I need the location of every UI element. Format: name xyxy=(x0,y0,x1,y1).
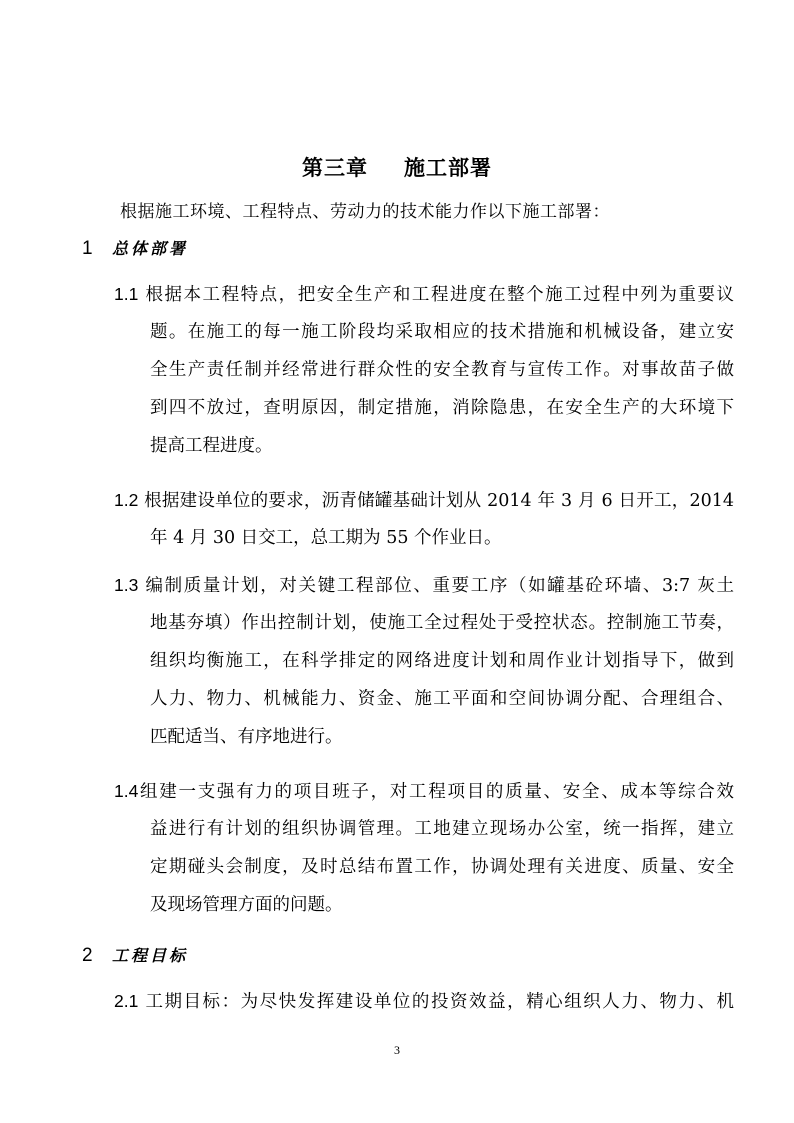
paragraph-line: 1.4组建一支强有力的项目班子，对工程项目的质量、安全、成本等综合效 xyxy=(114,781,734,802)
paragraph-label: 1.2 xyxy=(114,490,139,510)
paragraph-line: 全生产责任制并经常进行群众性的安全教育与宣传工作。对事故苗子做 xyxy=(150,360,734,380)
section-title: 总体部署 xyxy=(112,239,189,258)
chapter-name: 施工部署 xyxy=(404,155,492,180)
paragraph-line: 组织均衡施工，在科学排定的网络进度计划和周作业计划指导下，做到 xyxy=(150,651,734,671)
paragraph-line: 匹配适当、有序地进行。 xyxy=(150,727,343,747)
intro-paragraph: 根据施工环境、工程特点、劳动力的技术能力作以下施工部署： xyxy=(120,202,610,222)
paragraph-1-1 xyxy=(114,275,734,465)
paragraph-1-4 xyxy=(114,772,734,924)
paragraph-line: 人力、物力、机械能力、资金、施工平面和空间协调分配、合理组合、 xyxy=(150,689,734,709)
paragraph-line: 到四不放过，查明原因，制定措施，消除隐患，在安全生产的大环境下 xyxy=(150,398,734,418)
paragraph-line: 1.3 编制质量计划，对关键工程部位、重要工序（如罐基砼环墙、3:7 灰土 xyxy=(114,575,734,596)
paragraph-2-1 xyxy=(114,982,734,1020)
paragraph-line: 年 4 月 30 日交工，总工期为 55 个作业日。 xyxy=(150,528,502,548)
section-heading-1 xyxy=(82,236,188,260)
paragraph-1-2 xyxy=(114,481,734,557)
paragraph-line: 题。在施工的每一施工阶段均采取相应的技术措施和机械设备，建立安 xyxy=(150,322,734,342)
paragraph-line: 2.1 工期目标：为尽快发挥建设单位的投资效益，精心组织人力、物力、机 xyxy=(114,991,734,1012)
page-number: 3 xyxy=(394,1043,400,1057)
paragraph-line: 益进行有计划的组织协调管理。工地建立现场办公室，统一指挥，建立 xyxy=(150,819,734,839)
paragraph-line: 提高工程进度。 xyxy=(150,436,273,456)
paragraph-line: 及现场管理方面的问题。 xyxy=(150,895,343,915)
paragraph-line: 定期碰头会制度，及时总结布置工作，协调处理有关进度、质量、安全 xyxy=(150,857,734,877)
chapter-number: 第三章 xyxy=(302,155,368,180)
paragraph-label: 2.1 xyxy=(114,991,139,1011)
paragraph-1-3 xyxy=(114,566,734,756)
section-heading-2 xyxy=(82,943,188,967)
section-title: 工程目标 xyxy=(112,946,189,965)
paragraph-line: 1.1 根据本工程特点，把安全生产和工程进度在整个施工过程中列为重要议 xyxy=(114,284,734,305)
section-number: 2 xyxy=(82,945,93,966)
chapter-title xyxy=(0,152,794,182)
section-number: 1 xyxy=(82,238,93,259)
paragraph-line: 1.2 根据建设单位的要求，沥青储罐基础计划从 2014 年 3 月 6 日开工，2014 xyxy=(114,490,734,511)
paragraph-label: 1.1 xyxy=(114,284,139,304)
paragraph-label: 1.3 xyxy=(114,575,139,595)
paragraph-line: 地基夯填）作出控制计划，使施工全过程处于受控状态。控制施工节奏， xyxy=(150,613,734,633)
paragraph-label: 1.4 xyxy=(114,781,139,801)
